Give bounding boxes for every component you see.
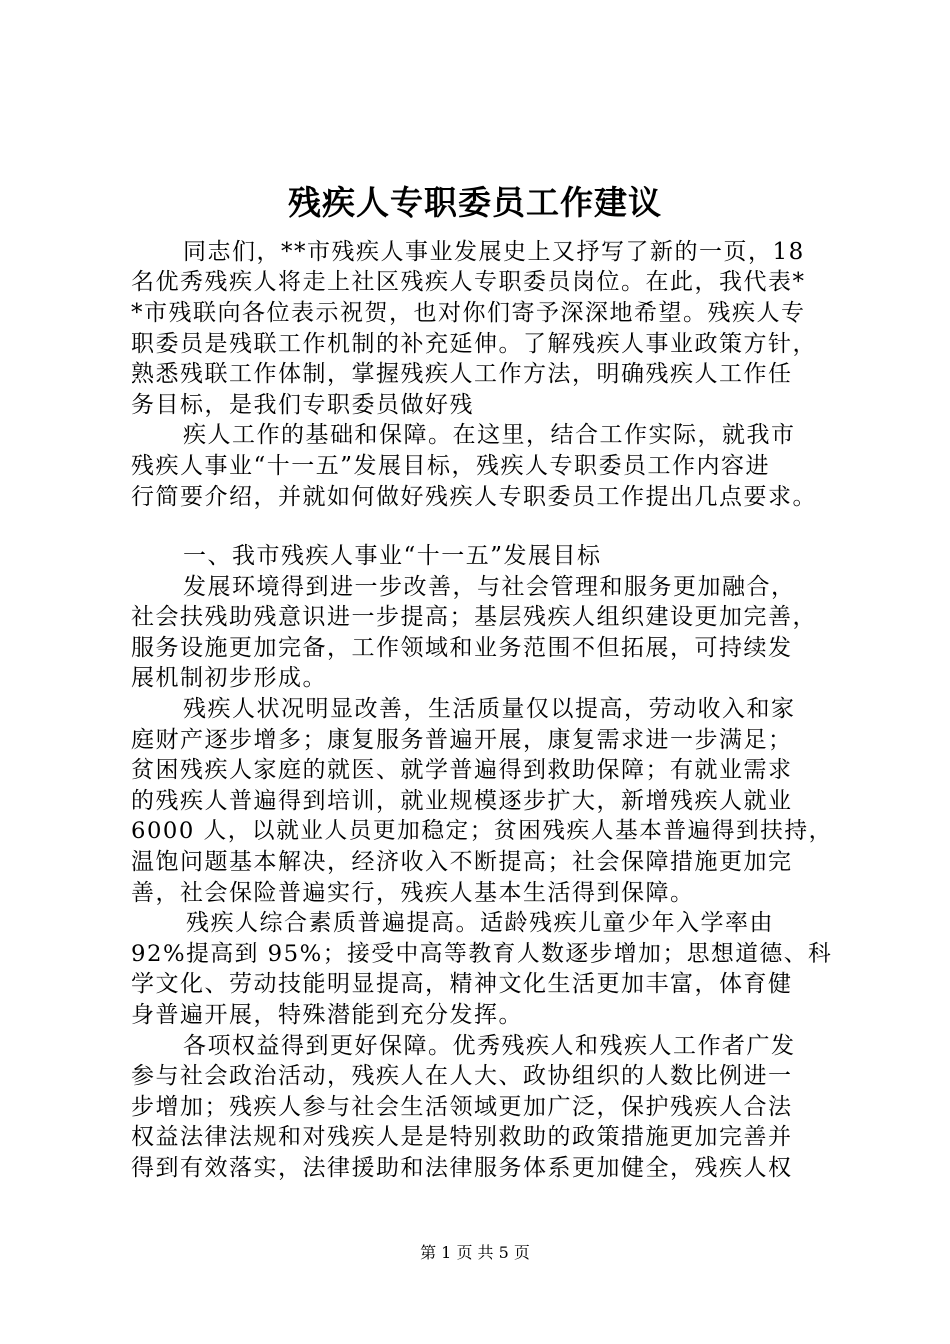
body-line: 各项权益得到更好保障。优秀残疾人和残疾人工作者广发 (183, 1033, 796, 1059)
body-line: 权益法律法规和对残疾人是是特别救助的政策措施更加完善并 (131, 1124, 793, 1150)
body-line: 步增加；残疾人参与社会生活领域更加广泛，保护残疾人合法 (131, 1094, 793, 1120)
body-line: 职委员是残联工作机制的补充延伸。了解残疾人事业政策方针， (131, 331, 817, 357)
body-line: 发展环境得到进一步改善，与社会管理和服务更加融合， (183, 574, 796, 600)
body-line: 展机制初步形成。 (131, 665, 327, 691)
body-line: 疾人工作的基础和保障。在这里，结合工作实际，就我市 (183, 422, 796, 448)
body-line: 社会扶残助残意识进一步提高；基层残疾人组织建设更加完善， (131, 604, 817, 630)
body-line: 服务设施更加完备，工作领域和业务范围不但拓展，可持续发 (131, 635, 793, 661)
body-line: 务目标，是我们专职委员做好残 (131, 392, 474, 418)
body-line: 参与社会政治活动，残疾人在人大、政协组织的人数比例进一 (131, 1063, 793, 1089)
body-line: 名优秀残疾人将走上社区残疾人专职委员岗位。在此，我代表* (131, 269, 806, 295)
body-line: 6000 人，以就业人员更加稳定；贫困残疾人基本普遍得到扶持， (131, 818, 833, 844)
body-line: 残疾人状况明显改善，生活质量仅以提高，劳动收入和家 (183, 696, 796, 722)
body-line: *市残联向各位表示祝贺，也对你们寄予深深地希望。残疾人专 (131, 300, 806, 326)
body-line: 同志们，**市残疾人事业发展史上又抒写了新的一页，18 (183, 239, 805, 265)
body-line: 92%提高到 95%；接受中高等教育人数逐步增加；思想道德、科 (131, 941, 833, 967)
body-line: 温饱问题基本解决，经济收入不断提高；社会保障措施更加完 (131, 849, 793, 875)
body-line: 身普遍开展，特殊潜能到充分发挥。 (131, 1002, 523, 1028)
body-line: 行简要介绍，并就如何做好残疾人专职委员工作提出几点要求。 (131, 484, 817, 510)
body-line: 贫困残疾人家庭的就医、就学普遍得到救助保障；有就业需求 (131, 757, 793, 783)
body-line: 残疾人综合素质普遍提高。适龄残疾儿童少年入学率由 (186, 910, 774, 936)
document-title: 残疾人专职委员工作建议 (288, 183, 662, 222)
body-line: 残疾人事业“十一五”发展目标，残疾人专职委员工作内容进 (131, 453, 771, 479)
body-line: 的残疾人普遍得到培训，就业规模逐步扩大，新增残疾人就业 (131, 788, 793, 814)
section-heading: 一、我市残疾人事业“十一五”发展目标 (183, 543, 602, 569)
body-line: 得到有效落实，法律援助和法律服务体系更加健全，残疾人权 (131, 1155, 793, 1181)
page-number-footer: 第 1 页 共 5 页 (420, 1243, 530, 1262)
body-line: 善，社会保险普遍实行，残疾人基本生活得到保障。 (131, 880, 695, 906)
body-line: 学文化、劳动技能明显提高，精神文化生活更加丰富，体育健 (131, 971, 793, 997)
body-line: 熟悉残联工作体制，掌握残疾人工作方法，明确残疾人工作任 (131, 361, 793, 387)
body-line: 庭财产逐步增多；康复服务普遍开展，康复需求进一步满足； (131, 727, 793, 753)
